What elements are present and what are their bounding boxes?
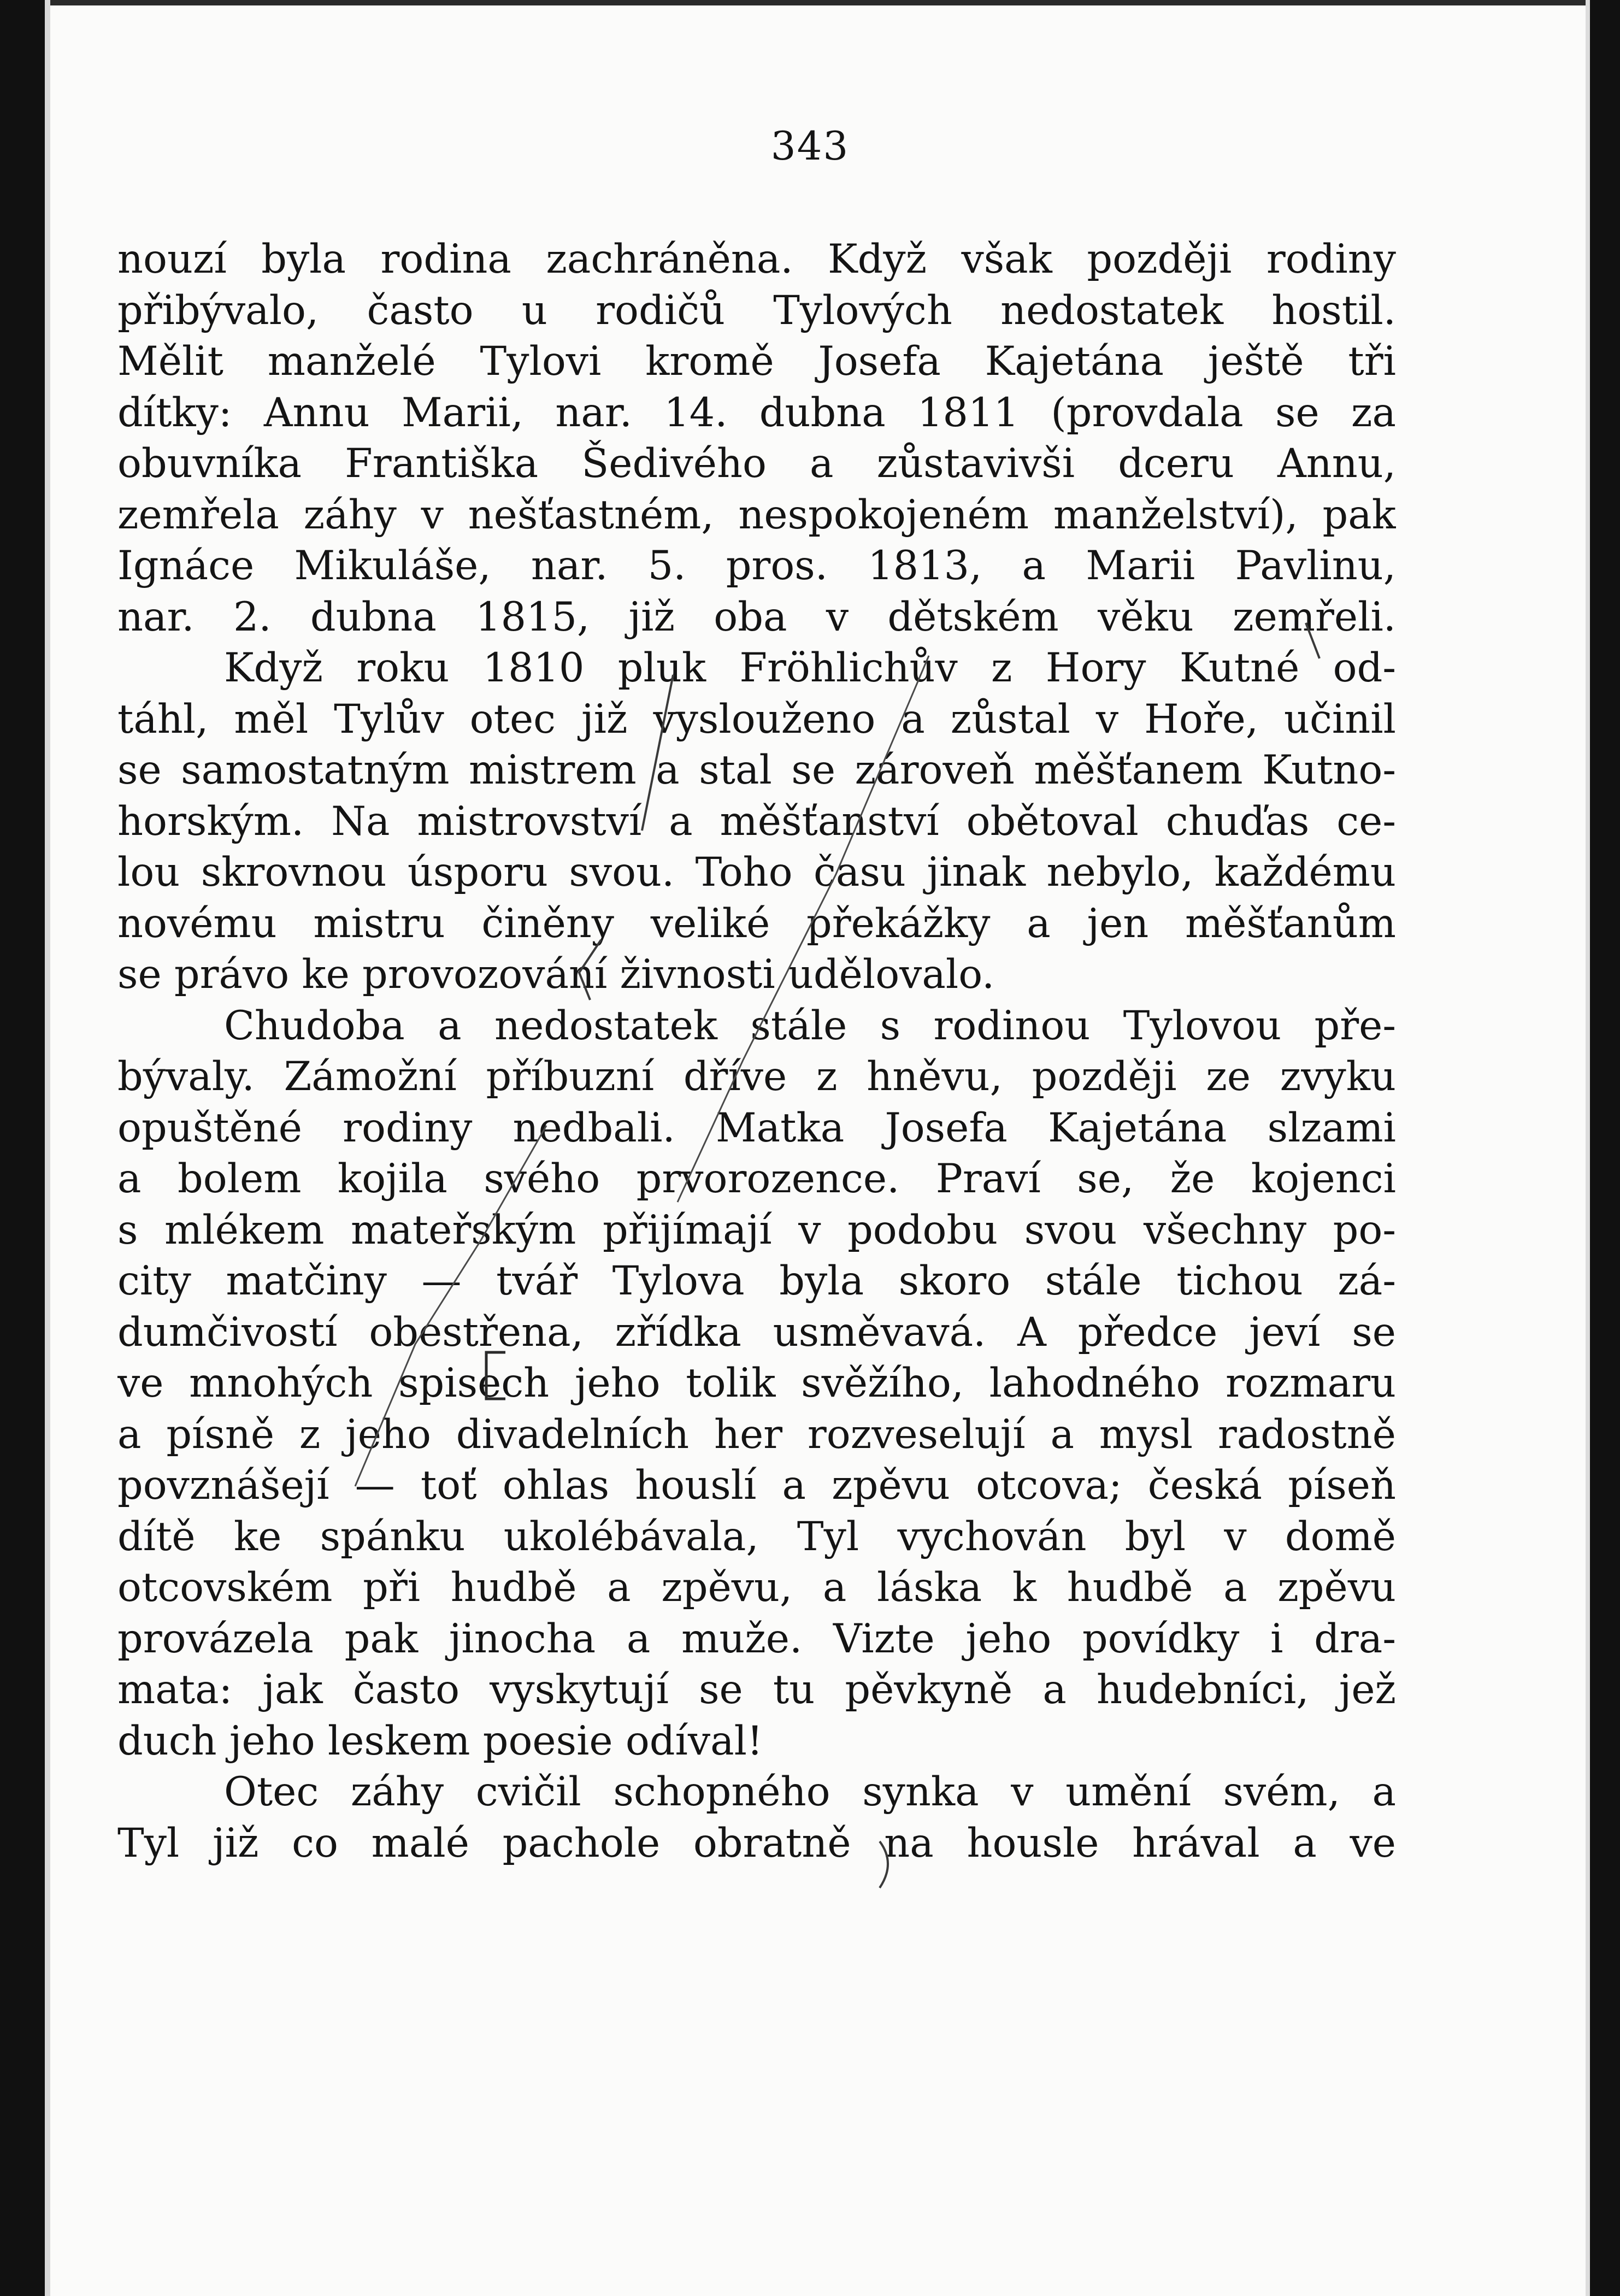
text-line: a bolem kojila svého prvorozence. Praví se, že kojenci [117, 1156, 1396, 1202]
scan-left-edge [0, 0, 45, 2296]
text-line: lou skrovnou úsporu svou. Toho času jinak nebylo, každému [117, 849, 1396, 896]
scan-top-edge [0, 0, 1620, 5]
text-line: opuštěné rodiny nedbali. Matka Josefa Kajetána slzami [117, 1104, 1396, 1151]
text-line: bývaly. Zámožní příbuzní dříve z hněvu, později ze zvyku [117, 1053, 1396, 1100]
paragraph-end-line: se právo ke provozování živnosti udělovalo. [117, 951, 995, 998]
body-text [117, 234, 1396, 1869]
text-line: mata: jak často vyskytují se tu pěvkyně a hudebníci, jež [117, 1667, 1396, 1713]
text-line: a písně z jeho divadelních her rozveselují a mysl radostně [117, 1411, 1396, 1458]
paragraph-start-line: Otec záhy cvičil schopného synka v umění svém, a [224, 1769, 1396, 1815]
text-line: ve mnohých spisech jeho tolik svěžího, lahodného rozmaru [117, 1360, 1396, 1406]
text-line: dítky: Annu Marii, nar. 14. dubna 1811 (provdala se za [117, 389, 1396, 436]
text-line: zemřela záhy v nešťastném, nespokojeném manželství), pak [117, 491, 1396, 538]
text-line: dumčivostí obestřena, zřídka usměvavá. A předce jeví se [117, 1309, 1396, 1356]
scan-right-edge [1590, 0, 1620, 2296]
paragraph-start-line: Chudoba a nedostatek stále s rodinou Tylovou pře- [224, 1002, 1396, 1049]
text-line: Mělit manželé Tylovi kromě Josefa Kajetána ještě tři [117, 338, 1396, 385]
text-line: horským. Na mistrovství a měšťanství obětoval chuďas ce- [117, 798, 1396, 845]
text-line: obuvníka Františka Šedivého a zůstavivši dceru Annu, [117, 440, 1396, 487]
text-line: dítě ke spánku ukolébávala, Tyl vychován byl v domě [117, 1513, 1396, 1560]
text-line: provázela pak jinocha a muže. Vizte jeho povídky i dra- [117, 1615, 1396, 1662]
text-line: táhl, měl Tylův otec již vyslouženo a zůstal v Hoře, učinil [117, 696, 1396, 743]
text-line: Ignáce Mikuláše, nar. 5. pros. 1813, a Marii Pavlinu, [117, 543, 1396, 589]
text-line: přibývalo, často u rodičů Tylových nedostatek hostil. [117, 287, 1396, 334]
text-line: povznášejí — toť ohlas houslí a zpěvu otcova; česká píseň [117, 1462, 1396, 1509]
text-line: se samostatným mistrem a stal se zároveň měšťanem Kutno- [117, 747, 1396, 793]
text-line: nouzí byla rodina zachráněna. Když však později rodiny [117, 236, 1396, 282]
text-line: nar. 2. dubna 1815, již oba v dětském věku zemřeli. [117, 593, 1396, 640]
scan-left-edge-inner [45, 0, 50, 2296]
text-line: otcovském při hudbě a zpěvu, a láska k hudbě a zpěvu [117, 1564, 1396, 1611]
text-line: s mlékem mateřským přijímají v podobu svou všechny po- [117, 1206, 1396, 1253]
page-number: 343 [770, 123, 850, 169]
text-line: Tyl již co malé pachole obratně na housle hrával a ve [117, 1820, 1396, 1867]
scan-right-edge-inner [1586, 0, 1590, 2296]
text-line: novému mistru činěny veliké překážky a jen měšťanům [117, 900, 1396, 947]
paragraph-start-line: Když roku 1810 pluk Fröhlichův z Hory Kutné od- [224, 645, 1396, 691]
paragraph-end-line: duch jeho leskem poesie odíval! [117, 1717, 763, 1764]
text-line: city matčiny — tvář Tylova byla skoro stále tichou zá- [117, 1258, 1396, 1304]
